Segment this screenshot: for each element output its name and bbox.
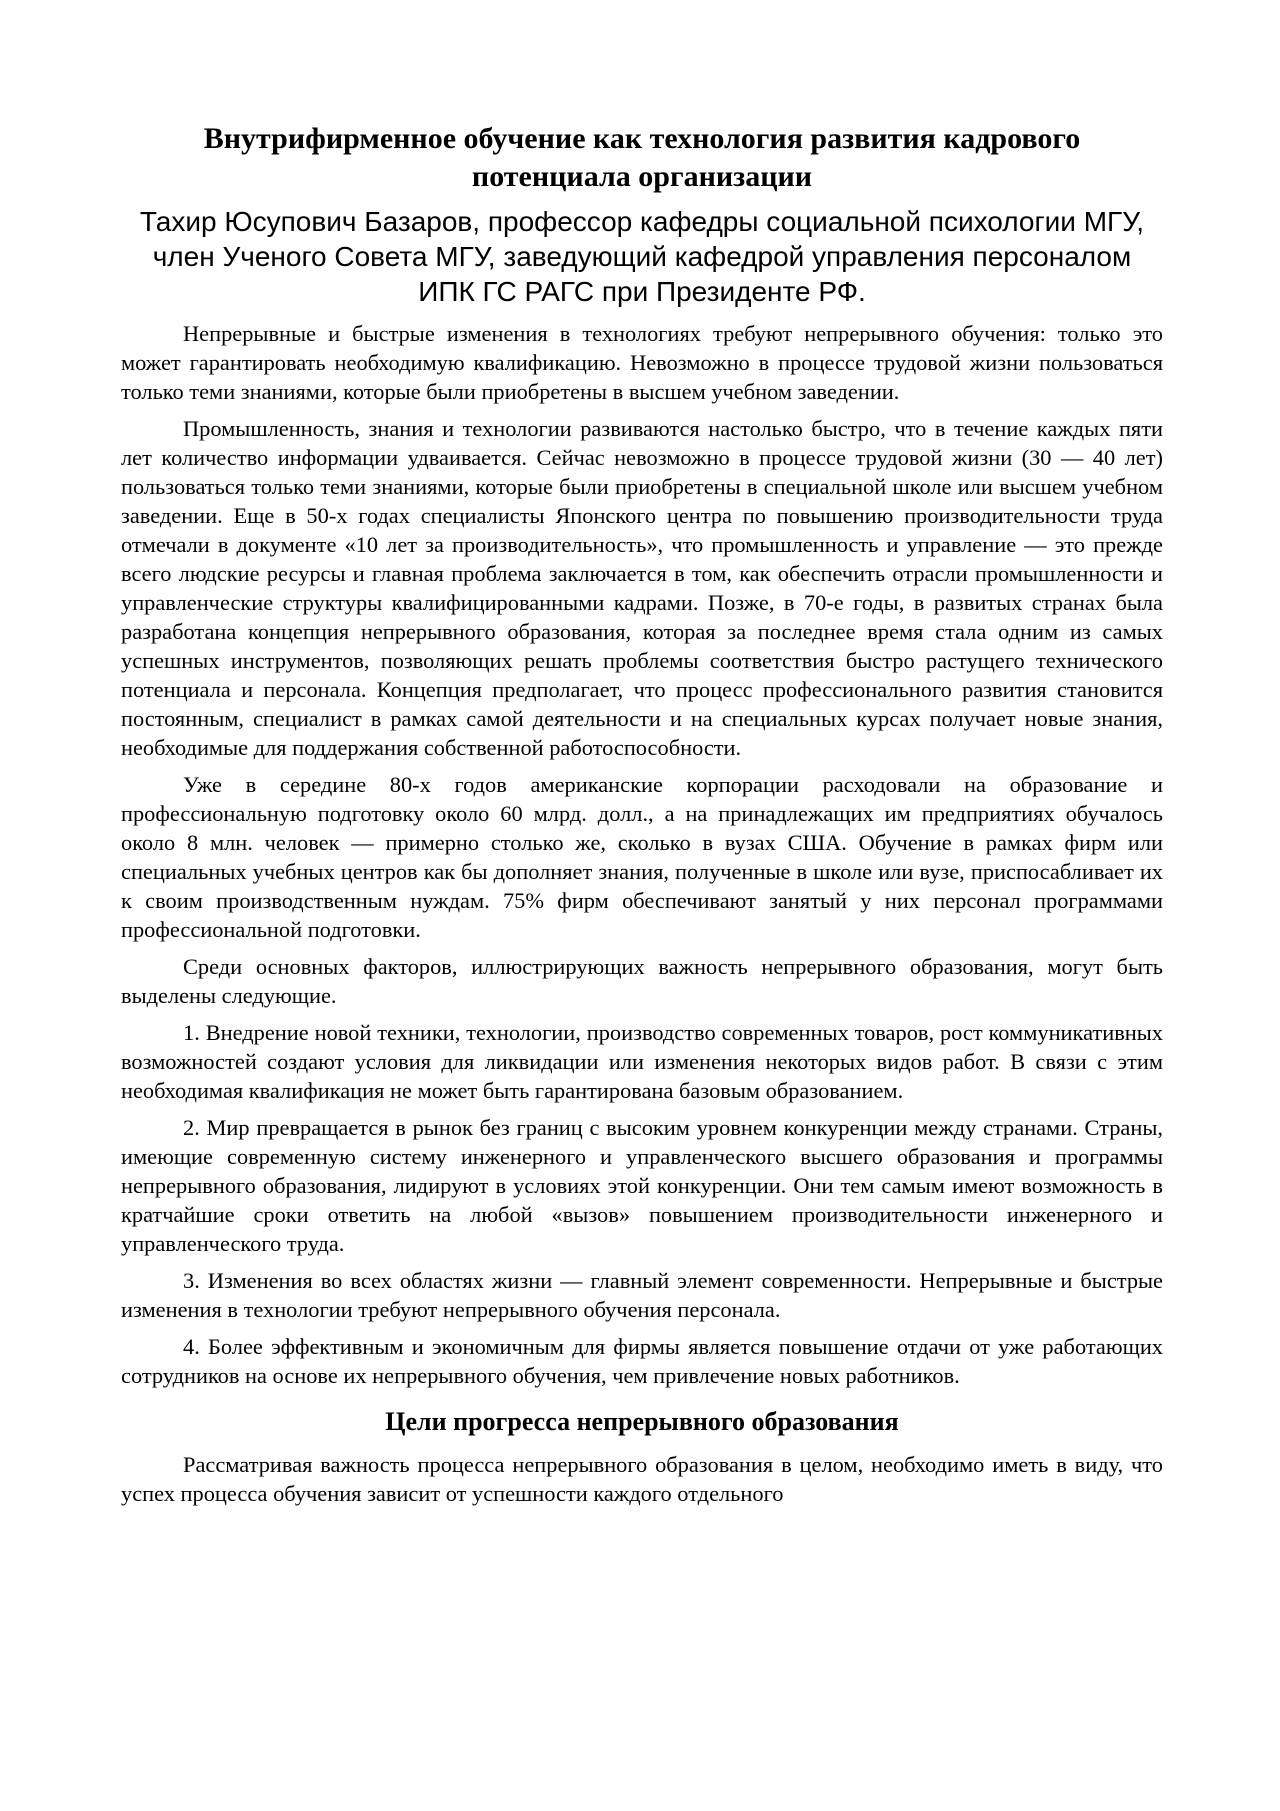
list-item-3: 3. Изменения во всех областях жизни — главный элемент современности. Непрерывные и быстрые изменения в технологии требуют непрерывного обучения персонала. [121, 1268, 1163, 1322]
paragraph-1: Непрерывные и быстрые изменения в технологиях требуют непрерывного обучения: только это может гарантировать необходимую квалификацию. Невозможно в процессе трудовой жизни пользоваться только теми знаниями, которые были приобретены в высшем учебном заведении. [121, 321, 1163, 404]
document-title: Внутрифирменное обучение как технология развития кадрового потенциала организации [203, 122, 1081, 193]
list-item-1: 1. Внедрение новой техники, технологии, производство современных товаров, рост коммуникативных возможностей создают условия для ликвидации или изменения некоторых видов работ. В связи с этим необходимая квалификация не может быть гарантирована базовым образованием. [121, 1020, 1163, 1103]
list-item-2: 2. Мир превращается в рынок без границ с высоким уровнем конкуренции между странами. Страны, имеющие современную систему инженерного и управленческого высшего образования и программы непрерывного образования, лидируют в условиях этой конкуренции. Они тем самым имеют возможность в кратчайшие сроки ответить на любой «вызов» повышением производительности инженерного и управленческого труда. [121, 1115, 1163, 1256]
list-item-4: 4. Более эффективным и экономичным для фирмы является повышение отдачи от уже работающих сотрудников на основе их непрерывного обучения, чем привлечение новых работников. [121, 1334, 1163, 1388]
section-paragraph: Рассматривая важность процесса непрерывного образования в целом, необходимо иметь в виду, что успех процесса обучения зависит от успешности каждого отдельного [121, 1452, 1163, 1506]
section-heading: Цели прогресса непрерывного образования [385, 1407, 899, 1436]
paragraph-2: Промышленность, знания и технологии развиваются настолько быстро, что в течение каждых пяти лет количество информации удваивается. Сейчас невозможно в процессе трудовой жизни (30 — 40 лет) пользоваться только теми знаниями, которые были приобретены в специальной школе или высшем учебном заведении. Еще в 50-х годах специалисты Японского центра по повышению производительности труда отмечали в документе «10 лет за производительность», что промышленность и управление — это прежде всего людские ресурсы и главная проблема заключается в том, как обеспечить отрасли промышленности и управленческие структуры квалифицированными кадрами. Позже, в 70-е годы, в развитых странах была разработана концепция непрерывного образования, которая за последнее время стала одним из самых успешных инструментов, позволяющих решать проблемы соответствия быстро растущего технического потенциала и персонала. Концепция предполагает, что процесс профессионального развития становится постоянным, специалист в рамках самой деятельности и на специальных курсах получает новые знания, необходимые для поддержания собственной работоспособности. [121, 416, 1163, 760]
paragraph-4: Среди основных факторов, иллюстрирующих важность непрерывного образования, могут быть выделены следующие. [121, 954, 1163, 1008]
paragraph-3: Уже в середине 80-х годов американские корпорации расходовали на образование и профессиональную подготовку около 60 млрд. долл., а на принадлежащих им предприятиях обучалось около 8 млн. человек — примерно столько же, сколько в вузах США. Обучение в рамках фирм или специальных учебных центров как бы дополняет знания, полученные в школе или вузе, приспосабливает их к своим производственным нуждам. 75% фирм обеспечивают занятый у них персонал программами профессиональной подготовки. [121, 772, 1163, 942]
document-body [121, 120, 1163, 1516]
author-line: Тахир Юсупович Базаров, профессор кафедры социальной психологии МГУ, член Ученого Совета МГУ, заведующий кафедрой управления персоналом ИПК ГС РАГС при Президенте РФ. [139, 206, 1145, 307]
